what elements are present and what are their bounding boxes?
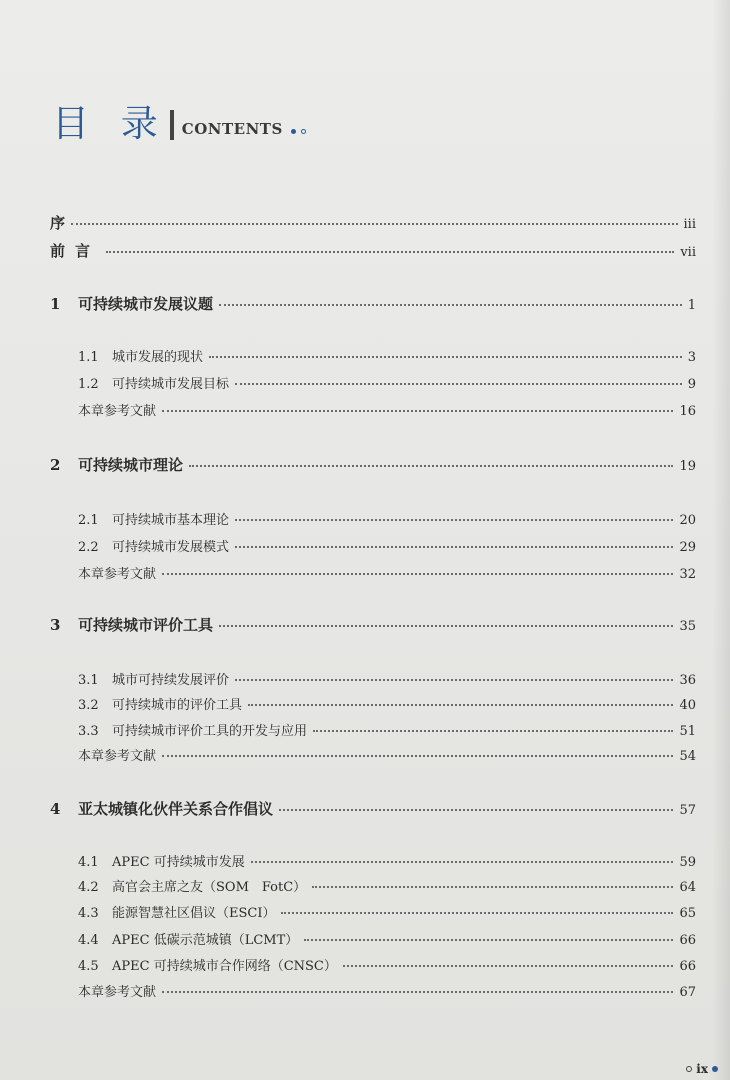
toc-section-4-refs[interactable] [78,981,696,1000]
chapter-page: 1 [687,298,696,313]
section-title: 可持续城市发展模式 [112,540,230,555]
dot-leader [281,912,673,914]
section-title: 本章参考文献 [78,985,157,1000]
toc-section-4-4[interactable] [78,929,696,948]
toc-entry-foreword[interactable] [50,240,696,261]
section-title: 本章参考文献 [78,404,157,419]
section-number: 4.1 [78,855,99,870]
section-page: 40 [679,698,696,713]
dot-leader [71,223,678,225]
section-title: 城市可持续发展评价 [112,673,230,688]
section-page: 67 [679,985,696,1000]
dot-filled-icon [291,129,296,134]
title-dots [291,129,306,134]
circle-filled-icon [712,1066,718,1072]
dot-leader [235,546,673,548]
page-edge-shadow [712,0,730,1080]
section-number: 1.2 [78,377,99,392]
section-title: APEC 可持续城市发展 [112,855,245,870]
toc-section-4-2[interactable] [78,876,696,895]
section-number: 2.2 [78,540,99,555]
section-title: 可持续城市基本理论 [112,513,230,528]
dot-leader [219,304,682,306]
section-number: 4.3 [78,906,99,921]
dot-hollow-icon [301,129,306,134]
section-page: 65 [679,906,696,921]
section-title: 城市发展的现状 [112,350,204,365]
dot-leader [304,939,673,941]
title-divider [170,110,174,140]
toc-section-4-3[interactable] [78,902,696,921]
toc-section-2-refs[interactable] [78,563,696,582]
toc-title-cn: 目 录 [52,102,168,145]
section-title: 本章参考文献 [78,567,157,582]
dot-leader [209,356,682,358]
toc-header [52,98,306,144]
entry-page: iii [683,217,696,232]
dot-leader [106,251,674,253]
toc-chapter-4[interactable] [50,798,696,819]
chapter-number: 1 [50,295,61,313]
section-page: 29 [679,540,696,555]
dot-leader [189,465,673,467]
dot-leader [162,573,673,575]
page-number-label: ix [696,1062,708,1076]
chapter-title: 可持续城市评价工具 [78,616,214,634]
toc-section-2-1[interactable] [78,509,696,528]
section-number: 4.2 [78,880,99,895]
dot-leader [219,625,673,627]
section-title: 本章参考文献 [78,749,157,764]
dot-leader [312,886,673,888]
section-number: 3.1 [78,673,99,688]
toc-section-1-refs[interactable] [78,400,696,419]
dot-leader [235,383,682,385]
dot-leader [235,519,673,521]
section-page: 9 [687,377,696,392]
section-title: 可持续城市发展目标 [112,377,230,392]
toc-chapter-1[interactable] [50,293,696,314]
toc-chapter-3[interactable] [50,614,696,635]
circle-hollow-icon [686,1066,692,1072]
dot-leader [162,991,673,993]
section-number: 4.5 [78,959,99,974]
dot-leader [313,730,673,732]
chapter-page: 35 [679,619,696,634]
section-number: 4.4 [78,933,99,948]
chapter-title: 可持续城市发展议题 [78,295,214,313]
section-page: 3 [687,350,696,365]
dot-leader [162,410,673,412]
section-page: 64 [679,880,696,895]
section-page: 66 [679,959,696,974]
section-number: 3.3 [78,724,99,739]
toc-section-3-refs[interactable] [78,745,696,764]
section-number: 3.2 [78,698,99,713]
entry-label: 前言 [50,242,101,260]
section-title: APEC 低碳示范城镇（LCMT） [112,933,299,948]
toc-chapter-2[interactable] [50,454,696,475]
dot-leader [248,704,673,706]
chapter-title: 可持续城市理论 [78,456,184,474]
section-page: 54 [679,749,696,764]
chapter-label [50,293,213,314]
chapter-number: 2 [50,456,61,474]
section-page: 20 [679,513,696,528]
chapter-number: 4 [50,800,61,818]
page-footer [682,1062,718,1076]
dot-leader [162,755,673,757]
section-title: 高官会主席之友（SOM FotC） [112,880,307,895]
section-page: 66 [679,933,696,948]
chapter-page: 57 [679,803,696,818]
toc-section-3-3[interactable] [78,720,696,739]
dot-leader [235,679,673,681]
chapter-number: 3 [50,616,61,634]
section-number: 2.1 [78,513,99,528]
toc-section-2-2[interactable] [78,536,696,555]
section-title: 可持续城市的评价工具 [112,698,243,713]
section-page: 32 [679,567,696,582]
toc-entry-preface-xu[interactable] [50,212,696,233]
dot-leader [279,809,673,811]
section-title: 能源智慧社区倡议（ESCI） [112,906,276,921]
dot-leader [251,861,674,863]
toc-section-3-1[interactable] [78,669,696,688]
section-page: 51 [679,724,696,739]
toc-section-1-1[interactable] [78,346,696,365]
section-title: 可持续城市评价工具的开发与应用 [112,724,308,739]
section-page: 59 [679,855,696,870]
section-title: APEC 可持续城市合作网络（CNSC） [112,959,337,974]
toc-section-1-2[interactable] [78,373,696,392]
toc-section-3-2[interactable] [78,694,696,713]
toc-section-4-1[interactable] [78,851,696,870]
chapter-page: 19 [679,459,696,474]
toc-title-en: CONTENTS [181,120,283,138]
section-page: 16 [679,404,696,419]
section-number: 1.1 [78,350,99,365]
chapter-title: 亚太城镇化伙伴关系合作倡议 [78,800,274,818]
dot-leader [343,965,674,967]
section-page: 36 [679,673,696,688]
toc-section-4-5[interactable] [78,955,696,974]
entry-label: 序 [50,214,66,232]
entry-page: vii [680,245,696,260]
